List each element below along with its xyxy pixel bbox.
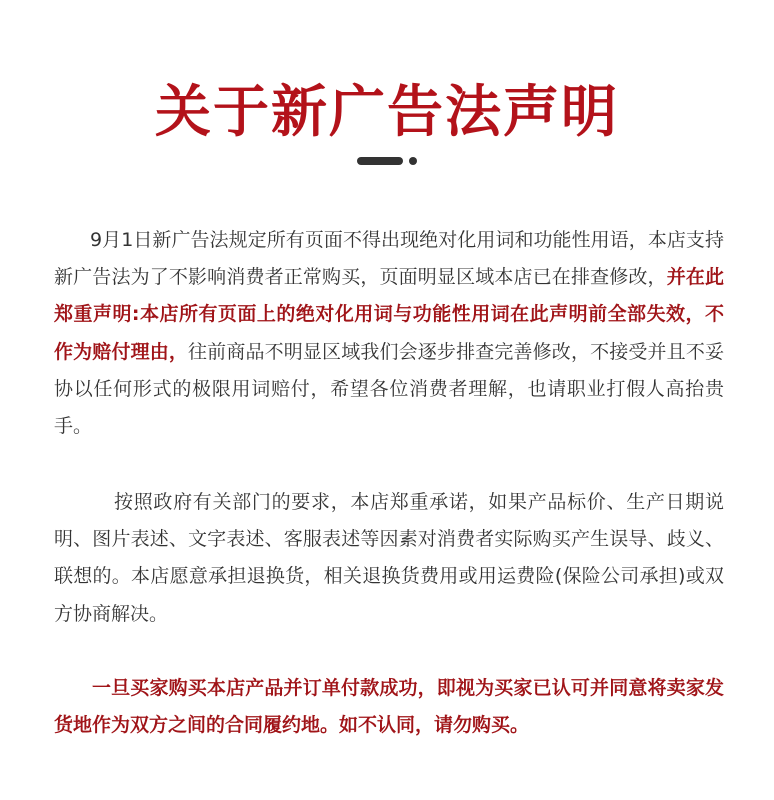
statement-paragraph xyxy=(54,222,724,445)
statement-text-intro: 9月1日新广告法规定所有页面不得出现绝对化用词和功能性用语，本店支持新广告法为了不影响消费者正常购买，页面明显区域本店已在排查修改， xyxy=(54,229,724,289)
commitment-paragraph: 按照政府有关部门的要求，本店郑重承诺，如果产品标价、生产日期说明、图片表述、文字表述、客服表述等因素对消费者实际购买产生误导、歧义、联想的。本店愿意承担退换货，相关退换货费用或用运费险(保险公司承担)或双方协商解决。 xyxy=(54,491,724,625)
title-divider xyxy=(357,157,417,165)
statement-text-declaration: 并在此郑重声明:本店所有页面上的绝对化用词与功能性用词在此声明前全部失效，不作为赔付理由， xyxy=(54,266,724,363)
contract-location-paragraph: 一旦买家购买本店产品并订单付款成功，即视为买家已认可并同意将卖家发货地作为双方之间的合同履约地。如不认同，请勿购买。 xyxy=(54,677,724,737)
divider-dot xyxy=(409,157,417,165)
page-title: 关于新广告法声明 xyxy=(155,80,619,145)
divider-bar xyxy=(357,157,403,165)
statement-text-closing: 往前商品不明显区域我们会逐步排查完善修改，不接受并且不妥协以任何形式的极限用词赔付，希望各位消费者理解，也请职业打假人高抬贵手。 xyxy=(54,340,724,438)
